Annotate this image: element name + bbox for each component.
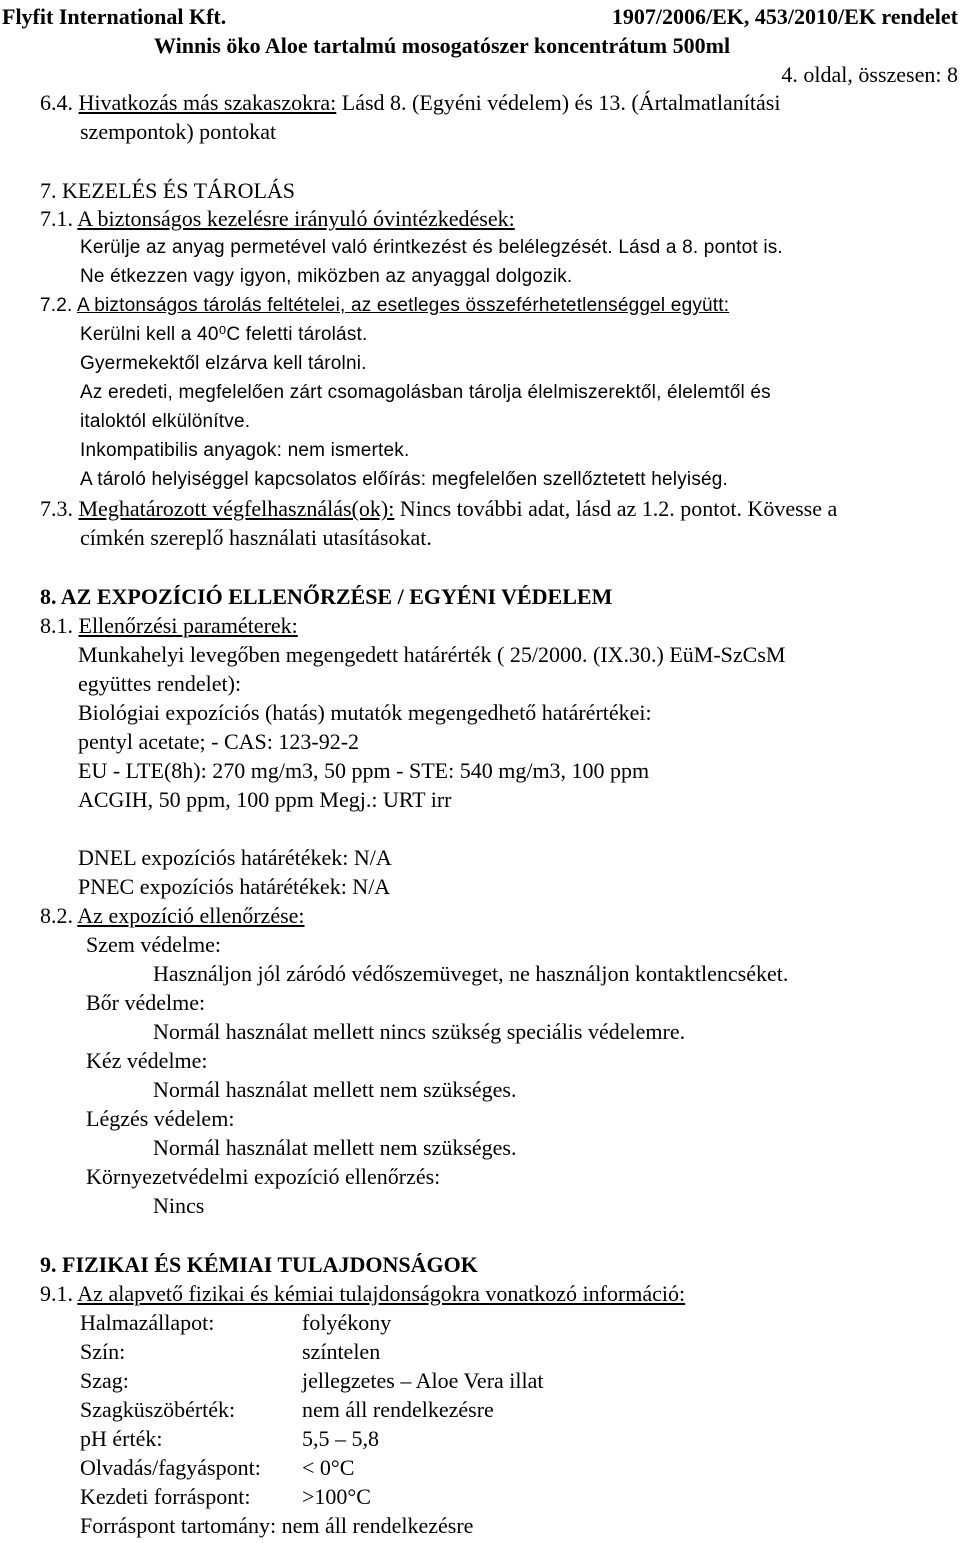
section-6-4-number: 6.4.: [40, 90, 73, 115]
property-value: 5,5 – 5,8: [302, 1426, 379, 1451]
section-8-1-line2: együttes rendelet):: [78, 671, 242, 696]
section-8-2-label: Az expozíció ellenőrzése:: [77, 903, 305, 928]
property-value: folyékony: [302, 1310, 392, 1335]
environmental-exposure-label: Környezetvédelmi expozíció ellenőrzés:: [86, 1164, 441, 1189]
section-7-title: 7. KEZELÉS ÉS TÁROLÁS: [40, 178, 296, 203]
property-value: >100°C: [302, 1484, 371, 1509]
pnec-line: PNEC expozíciós határétékek: N/A: [78, 874, 391, 899]
section-8-1-line4: pentyl acetate; - CAS: 123-92-2: [78, 729, 360, 754]
property-key: Szagküszöbérték:: [80, 1397, 236, 1422]
section-7-3-text2: címkén szereplő használati utasításokat.: [80, 525, 432, 550]
property-key: Olvadás/fagyáspont:: [80, 1455, 261, 1480]
section-7-1-line1: Kerülje az anyag permetével való érintkezést és belélegzését. Lásd a 8. pontot is.: [80, 237, 783, 258]
section-8-1-line3: Biológiai expozíciós (hatás) mutatók megengedhető határértékei:: [78, 700, 652, 725]
section-6-4-line1: [40, 88, 780, 117]
section-7-3-label: Meghatározott végfelhasználás(ok):: [78, 496, 395, 521]
section-8-title: 8. AZ EXPOZÍCIÓ ELLENŐRZÉSE / EGYÉNI VÉDELEM: [40, 584, 613, 609]
property-value: nem áll rendelkezésre: [302, 1397, 494, 1422]
section-7-3-number: 7.3.: [40, 496, 73, 521]
section-7-2-line4: italoktól elkülönítve.: [80, 411, 251, 432]
header-product: Winnis öko Aloe tartalmú mosogatószer koncentrátum 500ml: [154, 33, 731, 58]
section-7-1-heading: [40, 204, 515, 233]
section-7-1-label: A biztonságos kezelésre irányuló óvintézkedések:: [77, 206, 515, 231]
hand-protection-label: Kéz védelme:: [86, 1048, 208, 1073]
dnel-line: DNEL expozíciós határétékek: N/A: [78, 845, 392, 870]
section-7-1-line2: Ne étkezzen vagy igyon, miközben az anyaggal dolgozik.: [80, 266, 573, 287]
section-7-2-line1: Kerülni kell a 40⁰C feletti tárolást.: [80, 324, 368, 345]
header-page-info: 4. oldal, összesen: 8: [781, 62, 958, 87]
section-6-4-label: Hivatkozás más szakaszokra:: [78, 90, 337, 115]
respiratory-protection-text: Normál használat mellett nem szükséges.: [153, 1135, 517, 1160]
header-regulation: 1907/2006/EK, 453/2010/EK rendelet: [611, 4, 958, 29]
section-7-2-line3: Az eredeti, megfelelően zárt csomagolásban tárolja élelmiszerektől, élelemtől és: [80, 382, 771, 403]
property-key: Szín:: [80, 1339, 126, 1364]
section-8-2-number: 8.2.: [40, 903, 73, 928]
section-8-1-line6: ACGIH, 50 ppm, 100 ppm Megj.: URT irr: [78, 787, 452, 812]
property-value: jellegzetes – Aloe Vera illat: [302, 1368, 544, 1393]
section-8-1-label: Ellenőrzési paraméterek:: [78, 613, 298, 638]
hand-protection-text: Normál használat mellett nem szükséges.: [153, 1077, 517, 1102]
section-7-2-line2: Gyermekektől elzárva kell tárolni.: [80, 353, 367, 374]
respiratory-protection-label: Légzés védelem:: [86, 1106, 235, 1131]
section-7-2-line6: A tároló helyiséggel kapcsolatos előírás: megfelelően szellőztetett helyiség.: [80, 469, 729, 490]
section-8-1-number: 8.1.: [40, 613, 73, 638]
section-7-2-line5: Inkompatibilis anyagok: nem ismertek.: [80, 440, 410, 461]
section-8-2-heading: [40, 901, 305, 930]
section-8-1-heading: [40, 611, 298, 640]
property-key: Halmazállapot:: [80, 1310, 215, 1335]
section-9-1-number: 9.1.: [40, 1281, 73, 1306]
property-value: színtelen: [302, 1339, 381, 1364]
section-8-1-line5: EU - LTE(8h): 270 mg/m3, 50 ppm - STE: 540 mg/m3, 100 ppm: [78, 758, 650, 783]
section-7-2-label: A biztonságos tárolás feltételei, az esetleges összeférhetetlenséggel együtt:: [76, 295, 730, 316]
boiling-range-line: Forráspont tartomány: nem áll rendelkezésre: [80, 1513, 474, 1538]
property-value: < 0°C: [302, 1455, 355, 1480]
header-company: Flyfit International Kft.: [2, 4, 227, 29]
property-key: pH érték:: [80, 1426, 163, 1451]
section-6-4-text1: Lásd 8. (Egyéni védelem) és 13. (Ártalmatlanítási: [341, 90, 781, 115]
skin-protection-text: Normál használat mellett nincs szükség speciális védelemre.: [153, 1019, 686, 1044]
environmental-exposure-text: Nincs: [153, 1193, 205, 1218]
section-9-1-heading: [40, 1279, 685, 1308]
section-7-3-line1: [40, 494, 837, 523]
skin-protection-label: Bőr védelme:: [86, 990, 206, 1015]
eye-protection-text: Használjon jól záródó védőszemüveget, ne használjon kontaktlencséket.: [153, 961, 789, 986]
property-key: Szag:: [80, 1368, 129, 1393]
section-7-3-text1: Nincs további adat, lásd az 1.2. pontot. Kövesse a: [399, 496, 838, 521]
section-7-2-number: 7.2.: [40, 295, 73, 316]
section-7-2-heading: [40, 291, 729, 320]
eye-protection-label: Szem védelme:: [86, 932, 222, 957]
section-6-4-text2: szempontok) pontokat: [80, 119, 277, 144]
section-7-1-number: 7.1.: [40, 206, 73, 231]
section-8-1-line1: Munkahelyi levegőben megengedett határérték ( 25/2000. (IX.30.) EüM-SzCsM: [78, 642, 786, 667]
section-9-1-label: Az alapvető fizikai és kémiai tulajdonságokra vonatkozó információ:: [77, 1281, 686, 1306]
property-key: Kezdeti forráspont:: [80, 1484, 251, 1509]
section-9-title: 9. FIZIKAI ÉS KÉMIAI TULAJDONSÁGOK: [40, 1252, 478, 1277]
